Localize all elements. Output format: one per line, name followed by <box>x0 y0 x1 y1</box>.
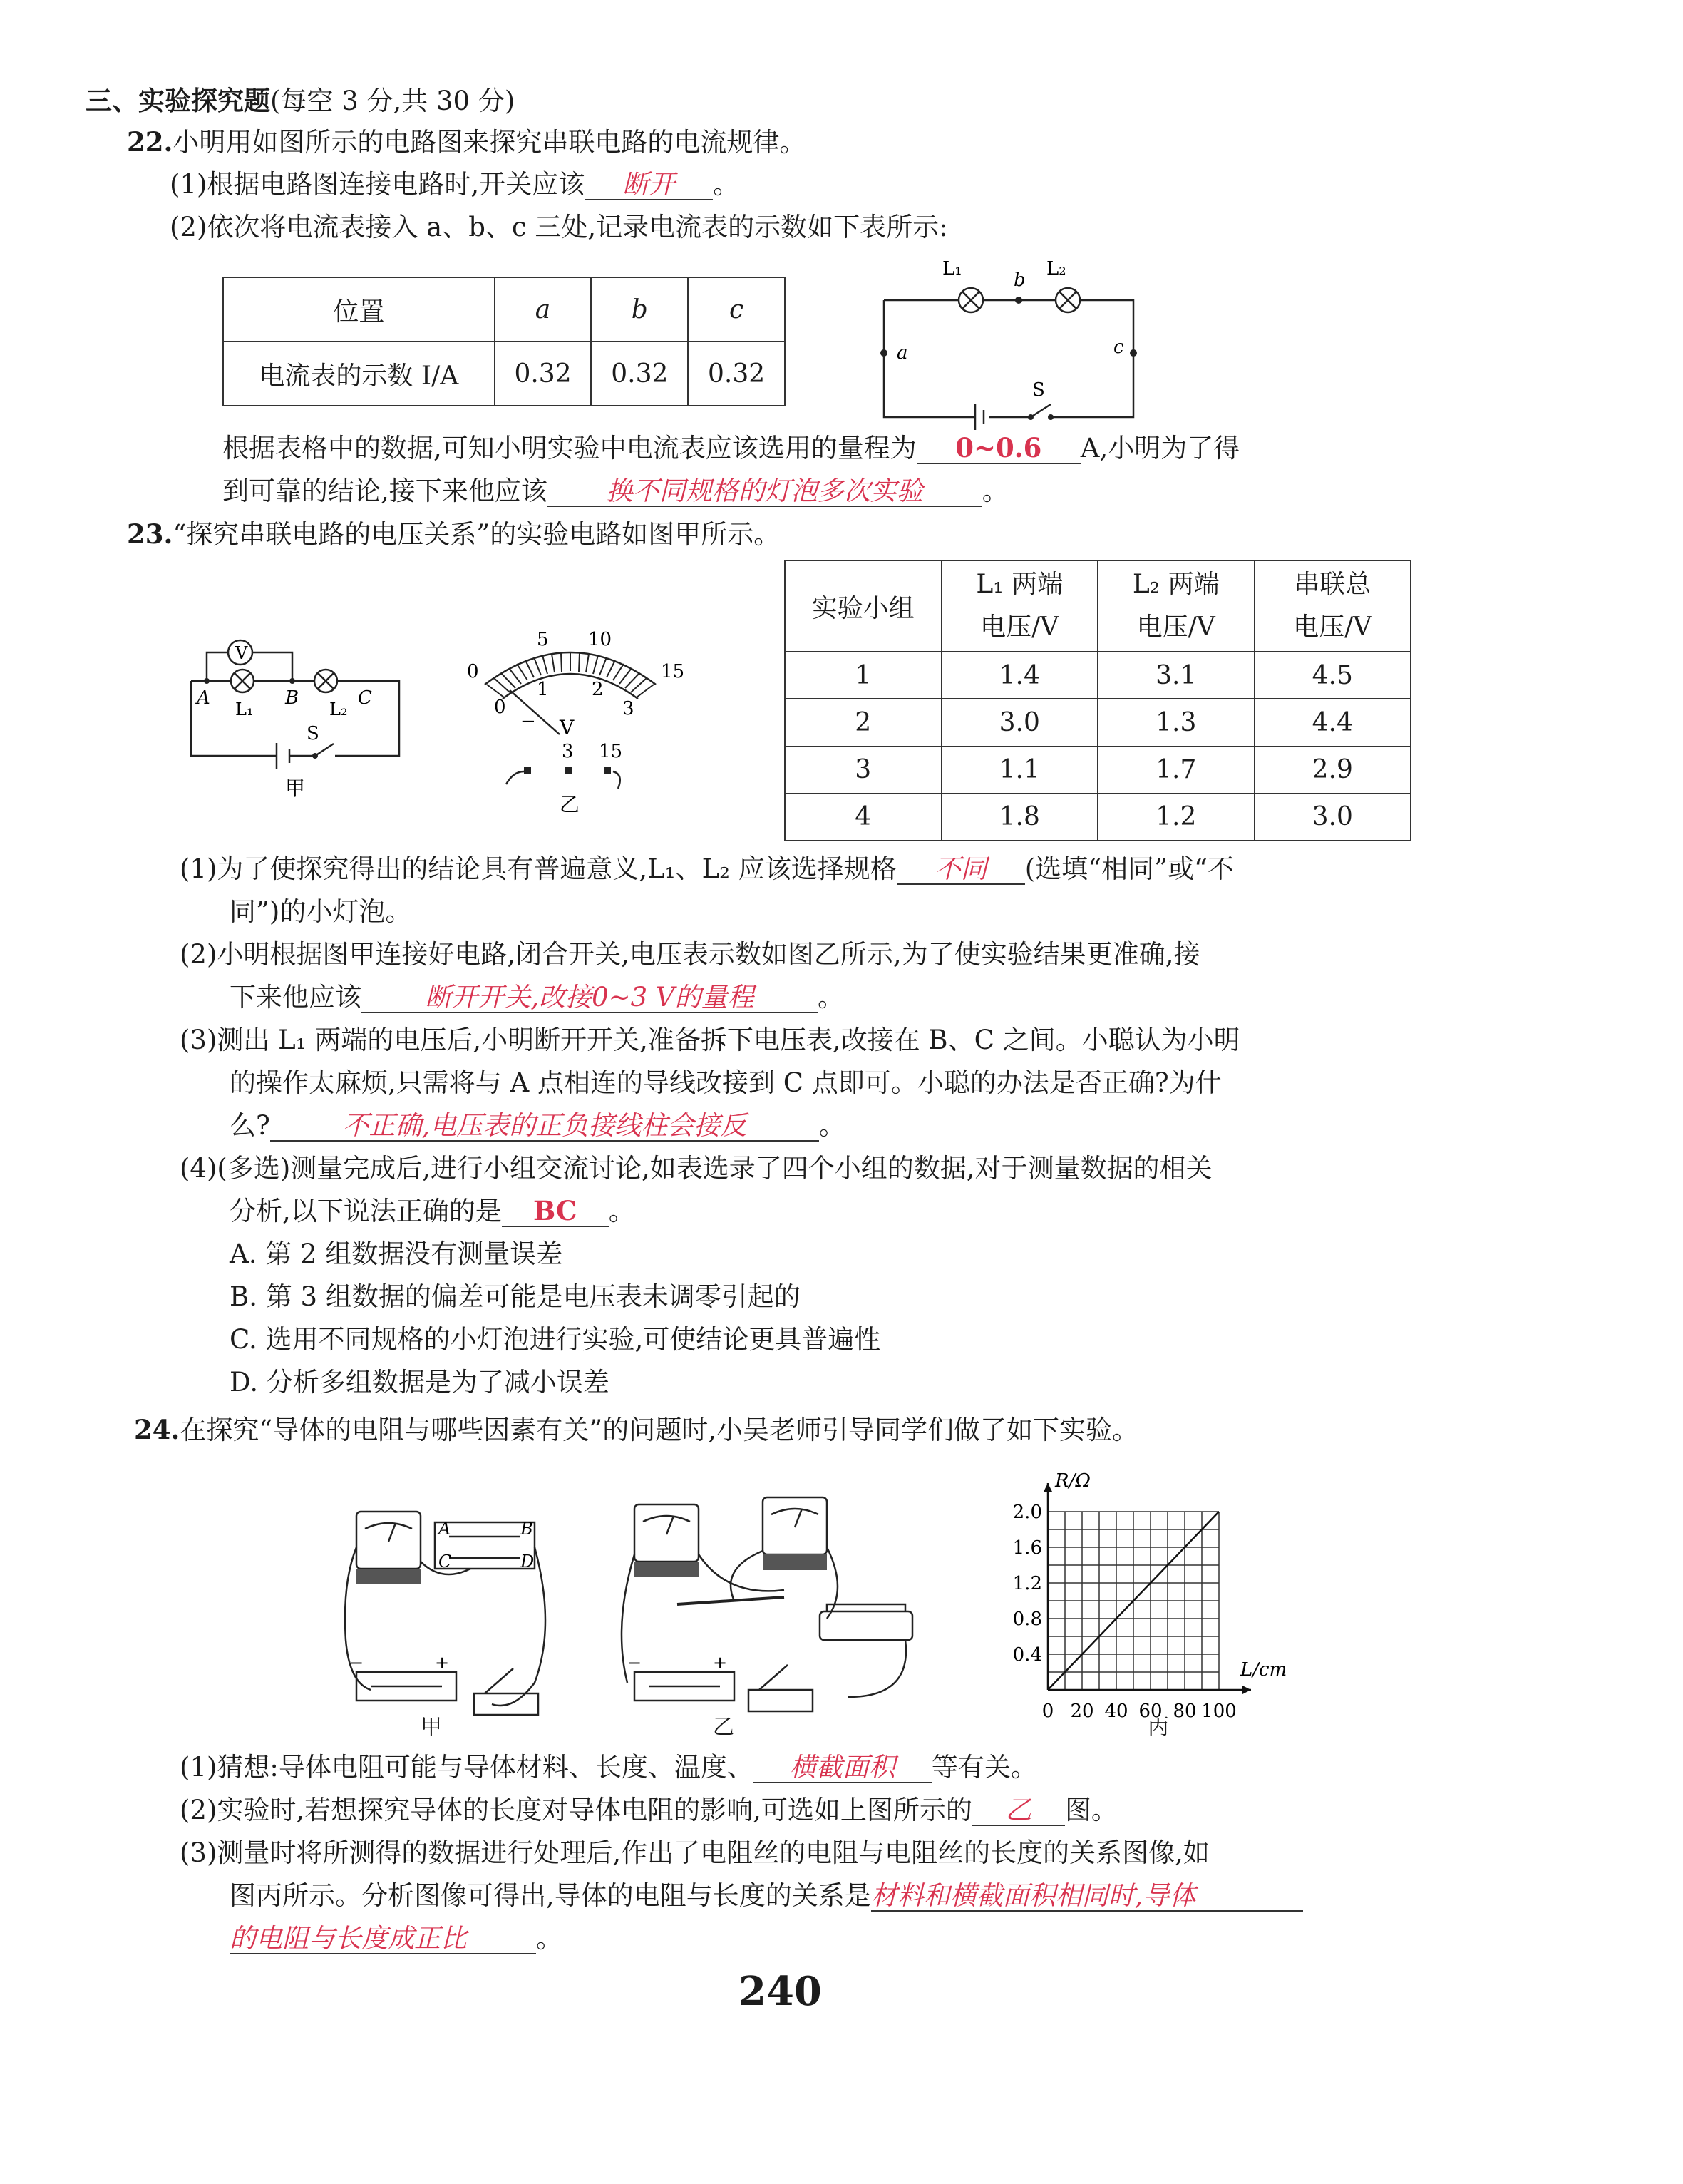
q23-part2-line1: (2)小明根据图甲连接好电路,闭合开关,电压表示数如图乙所示,为了使实验结果更准确,接 <box>180 939 1200 970</box>
q23-voltage-table <box>784 560 1411 841</box>
q24-part3-line3 <box>230 1922 562 1955</box>
switch-icon <box>315 744 334 756</box>
q23-p3-post: 。 <box>818 1110 845 1141</box>
dial-arc-inner <box>503 674 638 699</box>
q23-cell: 4.4 <box>1255 699 1411 746</box>
battery-icon <box>277 743 289 769</box>
q24-p1-post: 等有关。 <box>931 1752 1037 1783</box>
q23-cell: 1.7 <box>1098 747 1255 794</box>
dial-tick-0-bottom: 0 <box>494 697 506 718</box>
q24-p3-answer-b: 的电阻与长度成正比 <box>230 1923 467 1954</box>
q22-header-position: 位置 <box>223 277 495 342</box>
q24-p2-blank[interactable] <box>972 1796 1065 1826</box>
q23-p4-text: 分析,以下说法正确的是 <box>230 1196 502 1226</box>
q23-jia-label-l2: L₂ <box>329 699 348 719</box>
dial-tick-0-top: 0 <box>467 661 479 682</box>
rheostat-icon <box>820 1611 912 1640</box>
x-axis-label: L/cm <box>1240 1659 1287 1681</box>
q22-number: 22. <box>127 126 173 158</box>
x-tick-label: 80 <box>1173 1701 1197 1722</box>
q24-chart-bing <box>991 1462 1287 1747</box>
q23-cell: 4 <box>785 794 942 841</box>
q22-part2: (2)依次将电流表接入 a、b、c 三处,记录电流表的示数如下表所示: <box>170 212 948 242</box>
q23-part3-line2: 的操作太麻烦,只需将与 A 点相连的导线改接到 C 点即可。小聪的办法是否正确?为什 <box>230 1067 1222 1098</box>
q23-p2-post: 。 <box>818 982 844 1012</box>
q23-jia-label-l1: L₁ <box>235 699 254 719</box>
q23-figure-jia <box>178 617 413 802</box>
q23-p2-answer: 断开开关,改接0~3 V的量程 <box>425 982 754 1012</box>
section-header <box>86 84 515 118</box>
q23-part4-line1: (4)(多选)测量完成后,进行小组交流讨论,如表选录了四个小组的数据,对于测量数据的相关 <box>180 1153 1213 1184</box>
q23-p1-text: (1)为了使探究得出的结论具有普遍意义,L₁、L₂ 应该选择规格 <box>180 853 897 884</box>
q24-caption-bing: 丙 <box>1148 1715 1169 1740</box>
q23-cell: 1.8 <box>942 794 1098 841</box>
q23-p3-answer: 不正确,电压表的正负接线柱会接反 <box>342 1110 747 1141</box>
q22-part3-line2 <box>222 475 1009 508</box>
x-tick-label: 40 <box>1104 1701 1128 1722</box>
terminal-3 <box>565 767 572 774</box>
x-tick-label: 100 <box>1201 1701 1237 1722</box>
q24-part1 <box>180 1751 1037 1784</box>
q24-jia-label-c: C <box>438 1552 452 1572</box>
q23-jia-label-a: A <box>197 687 210 709</box>
q24-p1-answer: 横截面积 <box>789 1752 895 1783</box>
q24-jia-minus: − <box>349 1653 364 1673</box>
q22-p1-text: (1)根据电路图连接电路时,开关应该 <box>170 169 585 200</box>
terminal-3-label: 3 <box>562 741 574 762</box>
q23-yi-caption: 乙 <box>560 793 580 816</box>
q24-p3-blank-a[interactable] <box>871 1882 1303 1912</box>
q22-label-c: c <box>1113 337 1124 358</box>
q23-cell: 1 <box>785 652 942 699</box>
q24-caption-jia: 甲 <box>421 1715 442 1740</box>
q22-stem <box>127 125 806 159</box>
q23-p4-blank[interactable] <box>502 1196 609 1227</box>
q23-cell: 2 <box>785 699 942 746</box>
q22-label-l1: L₁ <box>942 258 962 280</box>
q24-p1-text: (1)猜想:导体电阻可能与导体材料、长度、温度、 <box>180 1752 753 1783</box>
q24-part3-line1: (3)测量时将所测得的数据进行处理后,作出了电阻丝的电阻与电阻丝的长度的关系图像,如 <box>180 1837 1210 1868</box>
battery-icon <box>975 404 984 430</box>
q23-part3-line1: (3)测出 L₁ 两端的电压后,小明断开开关,准备拆下电压表,改接在 B、C 之间。小聪认为小明 <box>180 1025 1240 1055</box>
table-row <box>785 652 1411 699</box>
q23-option-b: B. 第 3 组数据的偏差可能是电压表未调零引起的 <box>230 1281 801 1312</box>
q23-jia-label-v: V <box>235 643 248 663</box>
q23-cell: 2.9 <box>1255 747 1411 794</box>
q24-p3-answer-a: 材料和横截面积相同时,导体 <box>870 1880 1196 1911</box>
q24-jia-plus: + <box>435 1653 450 1673</box>
q23-header-total: 串联总 电压/V <box>1255 560 1411 652</box>
q23-figure-yi-voltmeter-dial <box>453 606 709 820</box>
q24-p3-blank-b[interactable] <box>230 1924 536 1954</box>
q23-header-l2: L₂ 两端 电压/V <box>1098 560 1255 652</box>
q23-p3-blank[interactable] <box>270 1112 819 1142</box>
section-score-note: (每空 3 分,共 30 分) <box>270 86 515 116</box>
dial-tick-10: 10 <box>588 629 612 650</box>
q22-p3-blank2[interactable] <box>547 477 982 507</box>
q22-header-b: b <box>591 277 688 342</box>
terminal-minus-label: − <box>520 711 536 732</box>
q24-number: 24. <box>134 1414 180 1445</box>
q24-jia-label-b: B <box>520 1519 533 1539</box>
q24-p1-blank[interactable] <box>753 1753 932 1783</box>
switch-icon <box>1031 404 1051 417</box>
q23-cell: 3.0 <box>1255 794 1411 841</box>
q24-figure-jia <box>328 1497 556 1726</box>
q22-p3-answer2: 换不同规格的灯泡多次实验 <box>606 476 923 506</box>
q23-p2-text: 下来他应该 <box>230 982 361 1012</box>
q22-p3-text: 根据表格中的数据,可知小明实验中电流表应该选用的量程为 <box>222 433 917 463</box>
q23-number: 23. <box>127 518 173 550</box>
q23-cell: 1.4 <box>942 652 1098 699</box>
terminal-minus <box>524 767 531 774</box>
q22-p1-blank[interactable] <box>585 170 713 200</box>
q23-p4-answer: BC <box>533 1195 577 1226</box>
q24-yi-plus: + <box>713 1653 728 1673</box>
q22-row-label: 电流表的示数 I/A <box>223 342 495 406</box>
q23-jia-label-b: B <box>285 687 299 709</box>
q23-cell: 3 <box>785 747 942 794</box>
terminal-15-label: 15 <box>599 741 623 762</box>
dial-unit-v: V <box>560 716 575 739</box>
q22-label-b: b <box>1014 270 1026 291</box>
q22-value-b: 0.32 <box>591 342 688 406</box>
q23-p1-blank[interactable] <box>897 855 1025 885</box>
q23-cell: 3.1 <box>1098 652 1255 699</box>
q22-header-a: a <box>495 277 592 342</box>
q24-caption-yi: 乙 <box>713 1715 734 1740</box>
q22-label-l2: L₂ <box>1046 258 1066 280</box>
q23-cell: 3.0 <box>942 699 1098 746</box>
table-row <box>785 699 1411 746</box>
q23-option-d: D. 分析多组数据是为了减小误差 <box>230 1367 609 1398</box>
q24-figure-yi <box>613 1483 934 1726</box>
terminal-15 <box>604 767 611 774</box>
page-number: 240 <box>738 1968 822 2015</box>
q24-p3-post: 。 <box>536 1923 562 1954</box>
q22-p3-post: 。 <box>982 476 1009 506</box>
q22-header-c: c <box>688 277 785 342</box>
q23-stem <box>127 518 780 551</box>
q23-p4-post: 。 <box>608 1196 635 1226</box>
q22-p1-post: 。 <box>713 169 740 200</box>
q22-value-a: 0.32 <box>495 342 592 406</box>
q24-p3-text: 图丙所示。分析图像可得出,导体的电阻与长度的关系是 <box>230 1880 871 1911</box>
q23-p1-answer: 不同 <box>934 853 987 884</box>
q23-part3-line3 <box>230 1109 845 1142</box>
y-tick-label: 1.6 <box>1012 1537 1042 1559</box>
q23-jia-label-s: S <box>307 723 319 744</box>
dial-tick-5: 5 <box>537 629 549 650</box>
dial-tick-3: 3 <box>622 698 634 719</box>
q22-label-s: S <box>1032 379 1045 401</box>
dial-tick-1: 1 <box>537 679 549 700</box>
q24-jia-label-d: D <box>520 1552 535 1572</box>
q23-cell: 1.2 <box>1098 794 1255 841</box>
q23-part4-line2 <box>230 1195 635 1228</box>
q23-jia-caption: 甲 <box>285 776 306 800</box>
x-tick-label: 20 <box>1070 1701 1094 1722</box>
q24-yi-minus: − <box>627 1653 642 1673</box>
q23-cell: 1.1 <box>942 747 1098 794</box>
q22-current-table <box>222 277 786 406</box>
q24-stem-text: 在探究“导体的电阻与哪些因素有关”的问题时,小吴老师引导同学们做了如下实验。 <box>180 1415 1138 1445</box>
y-tick-label: 2.0 <box>1012 1502 1042 1523</box>
q24-part2 <box>180 1794 1118 1827</box>
q22-label-a: a <box>897 342 908 364</box>
q23-option-c: C. 选用不同规格的小灯泡进行实验,可使结论更具普遍性 <box>230 1324 881 1355</box>
q22-part3-line1 <box>222 432 1240 465</box>
q22-p1-answer: 断开 <box>622 169 676 200</box>
q22-p3-blank1[interactable] <box>917 434 1081 464</box>
table-row <box>785 747 1411 794</box>
q22-p3-mid: A,小明为了得 <box>1080 433 1240 463</box>
q23-cell: 4.5 <box>1255 652 1411 699</box>
q23-p2-blank[interactable] <box>361 983 818 1013</box>
resistance-wire <box>677 1597 784 1604</box>
q23-cell: 1.3 <box>1098 699 1255 746</box>
y-tick-label: 0.4 <box>1012 1644 1042 1666</box>
q22-circuit-diagram <box>863 253 1148 428</box>
switch-base <box>748 1690 813 1711</box>
q23-part1-line2: 同”)的小灯泡。 <box>230 896 412 927</box>
q24-part3-line2 <box>230 1880 1303 1912</box>
q23-part1-line1 <box>180 853 1234 886</box>
y-tick-label: 0.8 <box>1012 1609 1042 1630</box>
q24-stem <box>134 1413 1138 1447</box>
y-axis-arrow <box>1044 1483 1052 1492</box>
q23-p1-post: (选填“相同”或“不 <box>1024 853 1234 884</box>
q23-part2-line2 <box>230 981 844 1014</box>
q24-p2-text: (2)实验时,若想探究导体的长度对导体电阻的影响,可选如上图所示的 <box>180 1795 972 1825</box>
section-title: 三、实验探究题 <box>86 85 270 116</box>
dial-tick-15: 15 <box>661 661 685 682</box>
x-tick-label: 60 <box>1138 1701 1163 1722</box>
table-row <box>785 794 1411 841</box>
q23-p3-text: 么? <box>230 1110 270 1141</box>
q22-value-c: 0.32 <box>688 342 785 406</box>
q23-header-group: 实验小组 <box>785 560 942 652</box>
q23-header-l1: L₁ 两端 电压/V <box>942 560 1098 652</box>
q22-stem-text: 小明用如图所示的电路图来探究串联电路的电流规律。 <box>173 127 806 158</box>
x-axis-arrow <box>1242 1686 1251 1694</box>
q22-p3-answer1: 0~0.6 <box>955 432 1042 463</box>
q23-jia-label-c: C <box>358 687 372 709</box>
x-tick-label: 0 <box>1041 1701 1054 1722</box>
q24-jia-label-a: A <box>438 1519 451 1539</box>
q22-p3-line2-text: 到可靠的结论,接下来他应该 <box>222 476 547 506</box>
y-tick-label: 1.2 <box>1012 1573 1042 1594</box>
q23-stem-text: “探究串联电路的电压关系”的实验电路如图甲所示。 <box>173 519 781 550</box>
q22-part1 <box>170 168 739 201</box>
dial-tick-2: 2 <box>592 679 604 700</box>
y-axis-label: R/Ω <box>1055 1470 1091 1492</box>
q24-p2-post: 图。 <box>1064 1795 1118 1825</box>
q24-p2-answer: 乙 <box>1005 1795 1032 1825</box>
q23-option-a: A. 第 2 组数据没有测量误差 <box>230 1239 563 1269</box>
